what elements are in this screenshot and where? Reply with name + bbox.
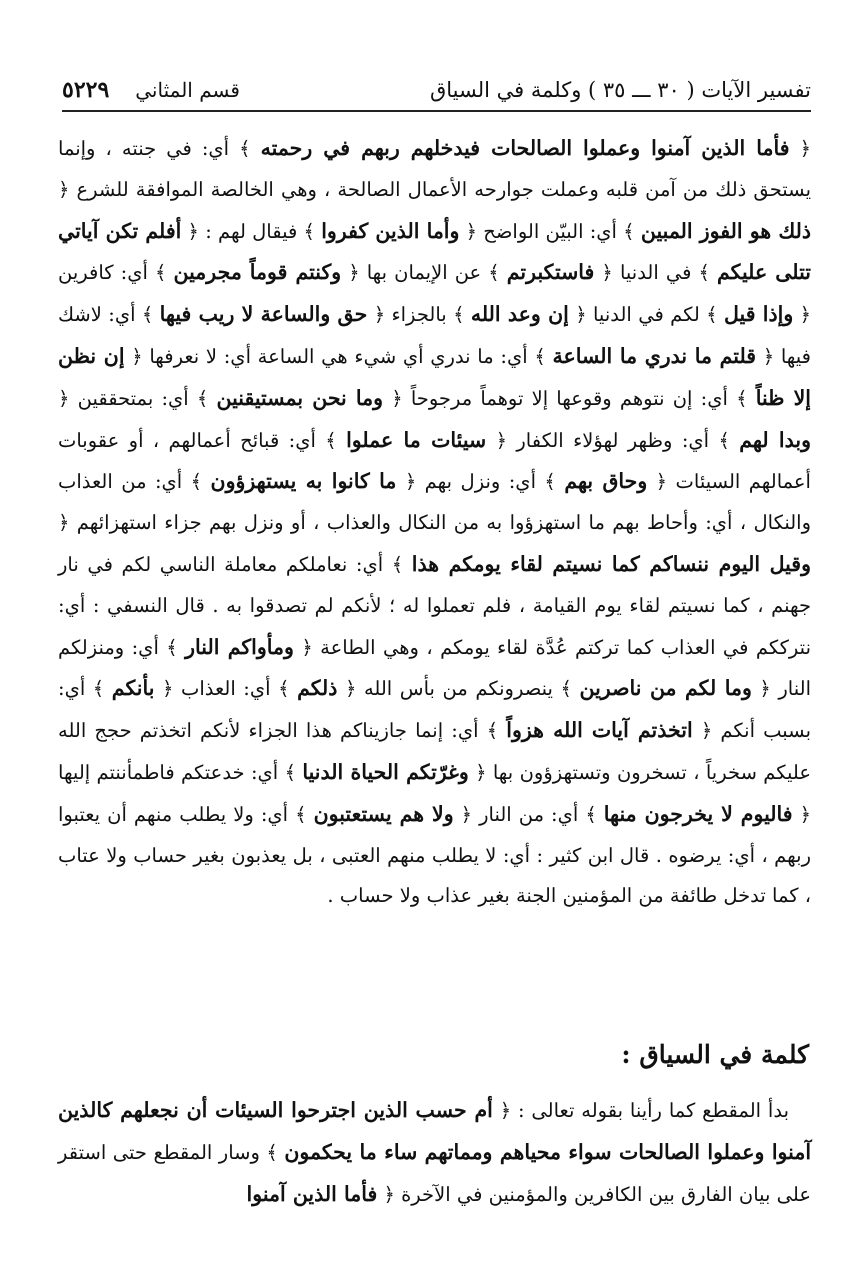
quran-verse-text: أفلم تكن آياتي تتلى عليكم (58, 218, 811, 285)
commentary-text: ﴾ أي: ونزل بهم ﴿ (396, 470, 565, 494)
tafsir-paragraph (58, 128, 811, 917)
quran-verse-text: إن نظن إلا ظناً (58, 343, 811, 410)
commentary-text: ﴾ لكم في الدنيا ﴿ (568, 303, 724, 327)
quran-verse-text: ما كانوا به يستهزؤون (210, 469, 397, 494)
quran-verse-text: بأنكم (111, 676, 155, 701)
commentary-text: ﴾ أي: من العذاب والنكال ، أي: وأحاط بهم ما استهزؤوا به من النكال والعذاب ، أو ونزل بهم جزاء استهزائهم ﴿ (58, 470, 811, 535)
commentary-text: ﴾ أي: البيّن الواضح ﴿ (459, 219, 641, 243)
quran-verse-text: اتخذتم آيات الله هزواً (506, 718, 693, 743)
context-body (58, 1090, 811, 1215)
quran-verse-text: فاليوم لا يخرجون منها (603, 801, 793, 826)
quran-verse-text: فأما الذين آمنوا (246, 1181, 378, 1206)
commentary-text: ﴾ ينصرونكم من بأس الله ﴿ (337, 677, 580, 701)
quran-verse-text: وغرّتكم الحياة الدنيا (302, 759, 469, 784)
commentary-text: ﴾ وسار المقطع حتى استقر على بيان الفارق بين الكافرين والمؤمنين في الآخرة ﴿ (58, 1140, 811, 1206)
commentary-text: ﴾ أي: بمتحققين ﴿ (58, 386, 217, 410)
quran-verse-text: وكنتم قوماً مجرمين (173, 260, 342, 285)
header-left-group (62, 77, 240, 103)
running-title: تفسير الآيات ( ٣٠ ـــ ٣٥ ) وكلمة في السياق (429, 78, 811, 102)
commentary-text: ﴾ عن الإيمان بها ﴿ (341, 261, 507, 285)
commentary-text: ﴾ أي: من النار ﴿ (453, 802, 604, 826)
commentary-text: ﴾ أي: بسبب أنكم ﴿ (58, 677, 811, 743)
commentary-text: ﴾ أي: قبائح أعمالهم ، أو عقوبات أعمالهم السيئات ﴿ (58, 428, 811, 494)
commentary-text: ﴾ أي: العذاب ﴿ (154, 677, 298, 701)
context-paragraph (58, 1090, 811, 1215)
quran-verse-text: وبدا لهم (739, 427, 811, 452)
page-number: ٥٢٢٩ (62, 77, 110, 103)
commentary-text: ﴾ أي: نعاملكم معاملة الناسي لكم في نار جهنم ، كما نسيتم لقاء يوم القيامة ، فلم تعملوا له ؛ لأنكم لم تصدقوا به . قال النسفي : أي: نترككم في العذاب كما تركتم عُدَّة لقاء يومكم ، وهي الطاعة ﴿ (58, 552, 811, 659)
quran-verse-text: وحاق بهم (564, 469, 648, 494)
quran-verse-text: سيئات ما عملوا (346, 427, 487, 452)
commentary-text: ﴾ أي: كافرين ﴿ (58, 261, 812, 327)
commentary-text: ﴾ أي: وظهر لهؤلاء الكفار ﴿ (486, 428, 740, 452)
section-heading: كلمة في السياق : (621, 1040, 809, 1069)
quran-verse-text: حق والساعة لا ريب فيها (159, 302, 368, 327)
quran-verse-text: فأما الذين آمنوا وعملوا الصالحات فيدخلهم ربهم في رحمته (260, 136, 790, 160)
commentary-text: ﴾ بالجزاء ﴿ (367, 303, 471, 327)
commentary-text: ﴾ أي: ما ندري أي شيء هي الساعة أي: لا نعرفها ﴿ (124, 344, 553, 368)
commentary-text: ﴾ أي: ومنزلكم النار ﴿ (58, 635, 811, 701)
quran-verse-text: قلتم ما ندري ما الساعة (552, 343, 757, 368)
quran-verse-text: وقيل اليوم ننساكم كما نسيتم لقاء يومكم هذا (411, 551, 811, 576)
page-header (62, 70, 811, 112)
commentary-text: ﴾ أي: في جنته ، وإنما يستحق ذلك من آمن قلبه وعملت جوارحه الأعمال الصالحة ، وهي الخالصة الموافقة للشرع ﴿ (58, 137, 811, 201)
commentary-text: ﴾ أي: لاشك فيها ﴿ (58, 303, 811, 368)
quran-verse-text: أم حسب الذين اجترحوا السيئات أن نجعلهم كالذين آمنوا وعملوا الصالحات سواء محياهم ومماتهم ساء ما يحكمون (58, 1098, 812, 1164)
quran-verse-text: وما لكم من ناصرين (579, 676, 752, 701)
commentary-text: ﴾ أي: خدعتكم فاطمأننتم إليها ﴿ (58, 760, 812, 826)
quran-verse-text: وأما الذين كفروا (321, 218, 460, 243)
tafsir-body (58, 128, 811, 917)
commentary-text: ﴿ (789, 137, 811, 160)
commentary-text: ﴾ في الدنيا ﴿ (594, 261, 718, 285)
commentary-text: ﴾ أي: إن نتوهم وقوعها إلا توهماً مرجوحاً ﴿ (383, 386, 756, 410)
section-name: قسم المثاني (135, 78, 240, 102)
quran-verse-text: وإذا قيل (723, 302, 794, 327)
quran-verse-text: إن وعد الله (470, 302, 569, 327)
commentary-text: ﴾ فيقال لهم : ﴿ (181, 219, 322, 243)
quran-verse-text: وما نحن بمستيقنين (216, 385, 384, 410)
quran-verse-text: ولا هم يستعتبون (313, 801, 454, 826)
quran-verse-text: ذلكم (297, 676, 338, 701)
commentary-text: بدأ المقطع كما رأينا بقوله تعالى : ﴿ (492, 1099, 789, 1122)
commentary-text: ﴾ أي: ولا يطلب منهم أن يعتبوا ربهم ، أي: يرضوه . قال ابن كثير : أي: لا يطلب منهم العتبى ، بل يعذبون بغير حساب ولا عتاب ، كما تدخل طائفة من المؤمنين الجنة بغير عذاب ولا حساب . (58, 802, 811, 908)
quran-verse-text: فاستكبرتم (506, 260, 595, 285)
commentary-text: ﴾ أي: إنما جازيناكم هذا الجزاء لأنكم اتخذتم حجج الله عليكم سخرياً ، تسخرون وتستهزؤون بها ﴿ (58, 719, 811, 784)
quran-verse-text: ومأواكم النار (185, 634, 294, 659)
quran-verse-text: ذلك هو الفوز المبين (640, 218, 811, 243)
